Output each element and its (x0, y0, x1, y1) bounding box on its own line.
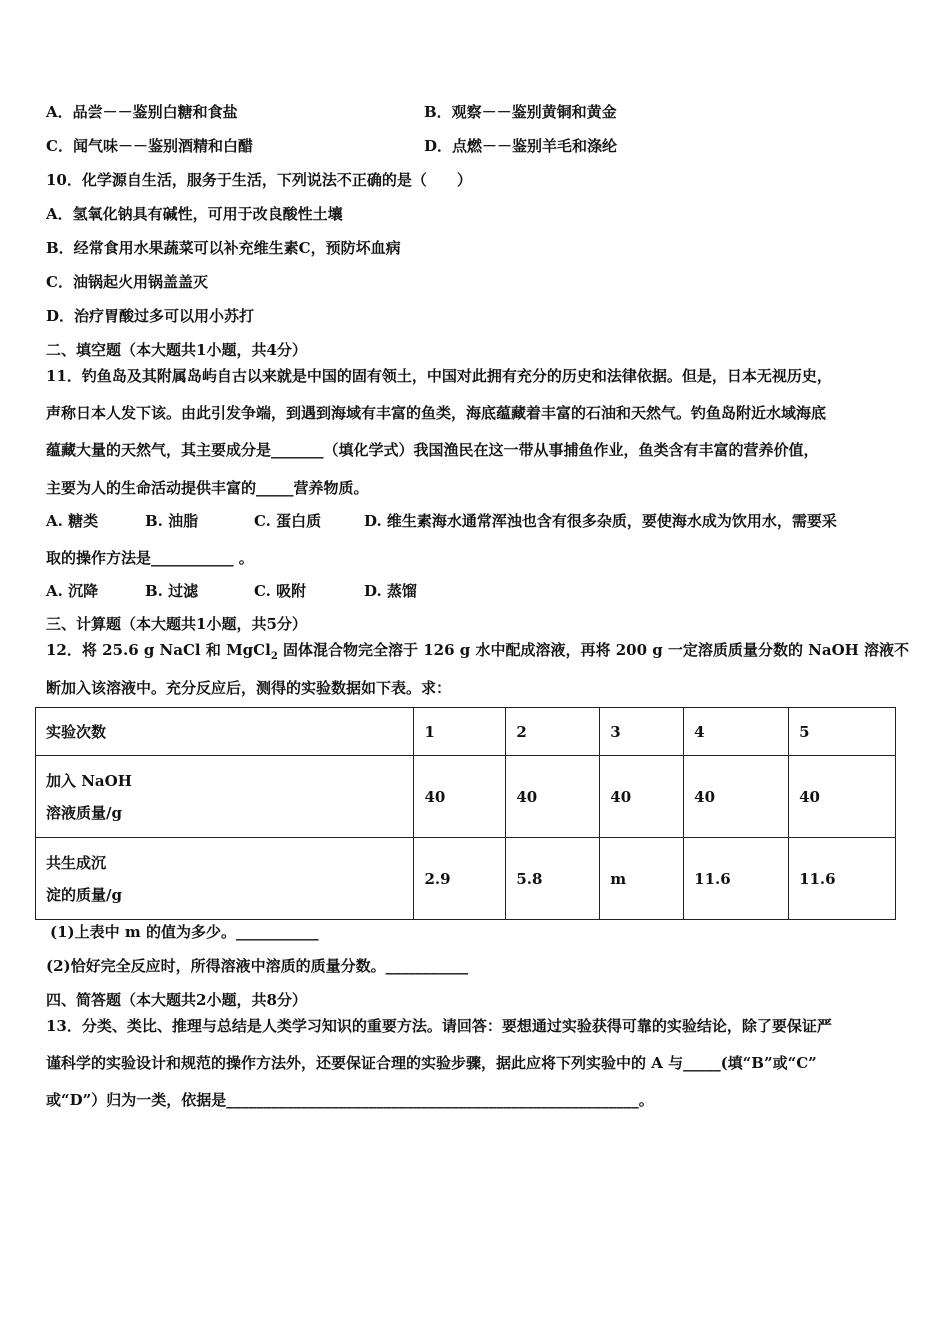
table-cell: 40 (414, 756, 506, 838)
q10-option-b: B．经常食用水果蔬菜可以补充维生素C，预防坏血病 (46, 239, 401, 257)
section-2-heading: 二、填空题（本大题共1小题，共4分） (46, 341, 307, 359)
q13-line-2: 谨科学的实验设计和规范的操作方法外，还要保证合理的实验步骤，据此应将下列实验中的 A 与_____(填“B”或“C” (46, 1054, 817, 1072)
table-header-trial: 2 (506, 708, 600, 756)
q11-line-3: 蕴藏大量的天然气，其主要成分是_______（填化学式）我国渔民在这一带从事捕鱼作业，鱼类含有丰富的营养价值， (46, 441, 819, 459)
table-header-trial: 5 (789, 708, 896, 756)
table-cell: 40 (506, 756, 600, 838)
table-cell: 40 (600, 756, 684, 838)
q11-option2-b: B. 过滤 (145, 582, 199, 600)
table-cell: 11.6 (684, 838, 789, 920)
q10-option-a: A．氢氧化钠具有碱性，可用于改良酸性土壤 (46, 205, 343, 223)
section-3-heading: 三、计算题（本大题共1小题，共5分） (46, 615, 307, 633)
table-cell: 40 (789, 756, 896, 838)
q11-options-row-2 (46, 581, 417, 601)
q12-line-1: 12．将 25.6 g NaCl 和 MgCl$_2$ 固体混合物完全溶于 126 g 水中配成溶液，再将 200 g 一定溶质质量分数的 NaOH 溶液不 (46, 641, 910, 662)
q12-line-2: 断加入该溶液中。充分反应后，测得的实验数据如下表。求： (46, 679, 452, 697)
table-row-precipitate (36, 838, 896, 920)
experiment-table (35, 707, 896, 920)
table-cell: 5.8 (506, 838, 600, 920)
q11-option-b: B. 油脂 (145, 512, 199, 530)
q10-option-c: C．油锅起火用锅盖盖灭 (46, 273, 208, 291)
q11-option-a: A. 糖类 (46, 512, 99, 530)
q11-line-4: 主要为人的生命活动提供丰富的_____营养物质。 (46, 479, 369, 497)
q12-sub-2: (2)恰好完全反应时，所得溶液中溶质的质量分数。___________ (46, 957, 469, 975)
table-cell: 40 (684, 756, 789, 838)
q9-option-c: C．闻气味－－鉴别酒精和白醋 (46, 137, 253, 155)
q9-option-d: D．点燃－－鉴别羊毛和涤纶 (424, 137, 618, 155)
q13-line-1: 13．分类、类比、推理与总结是人类学习知识的重要方法。请回答：要想通过实验获得可靠的实验结论，除了要保证严 (46, 1017, 832, 1035)
table-header-trial: 4 (684, 708, 789, 756)
q11-line-1: 11．钓鱼岛及其附属岛屿自古以来就是中国的固有领土，中国对此拥有充分的历史和法律依据。但是，日本无视历史， (46, 367, 832, 385)
q9-option-row-ab (46, 102, 617, 122)
q11-line-2: 声称日本人发下该。由此引发争端，到遇到海域有丰富的鱼类，海底蕴藏着丰富的石油和天然气。钓鱼岛附近水域海底 (46, 404, 827, 422)
table-header-label: 实验次数 (36, 708, 414, 756)
q11-options-row-1 (46, 511, 837, 531)
table-header-trial: 1 (414, 708, 506, 756)
q12-sub-1: (1)上表中 m 的值为多少。___________ (50, 923, 319, 941)
section-4-heading: 四、简答题（本大题共2小题，共8分） (46, 991, 307, 1009)
q13-line-3: 或“D”）归为一类，依据是_______________________________________________________。 (46, 1091, 654, 1109)
q11-option2-a: A. 沉降 (46, 582, 99, 600)
table-cell: m (600, 838, 684, 920)
q11-option-c: C. 蛋白质 (254, 512, 322, 530)
q9-option-a: A．品尝－－鉴别白糖和食盐 (46, 103, 238, 121)
q9-option-b: B．观察－－鉴别黄铜和黄金 (424, 103, 617, 121)
q10-option-d: D．治疗胃酸过多可以用小苏打 (46, 307, 255, 325)
q11-option-d: D. 维生素海水通常浑浊也含有很多杂质，要使海水成为饮用水，需要采 (364, 512, 837, 530)
q10-stem: 10．化学源自生活，服务于生活，下列说法不正确的是（ ） (46, 171, 472, 189)
table-row-label: 加入 NaOH 溶液质量/g (36, 756, 414, 838)
table-header-trial: 3 (600, 708, 684, 756)
table-row-label: 共生成沉 淀的质量/g (36, 838, 414, 920)
q9-option-row-cd (46, 136, 618, 156)
table-row-naoh (36, 756, 896, 838)
table-cell: 11.6 (789, 838, 896, 920)
table-header-row (36, 708, 896, 756)
q11-option2-d: D. 蒸馏 (364, 582, 417, 600)
table-cell: 2.9 (414, 838, 506, 920)
q11-line-6: 取的操作方法是___________ 。 (46, 549, 254, 567)
q11-option2-c: C. 吸附 (254, 582, 307, 600)
